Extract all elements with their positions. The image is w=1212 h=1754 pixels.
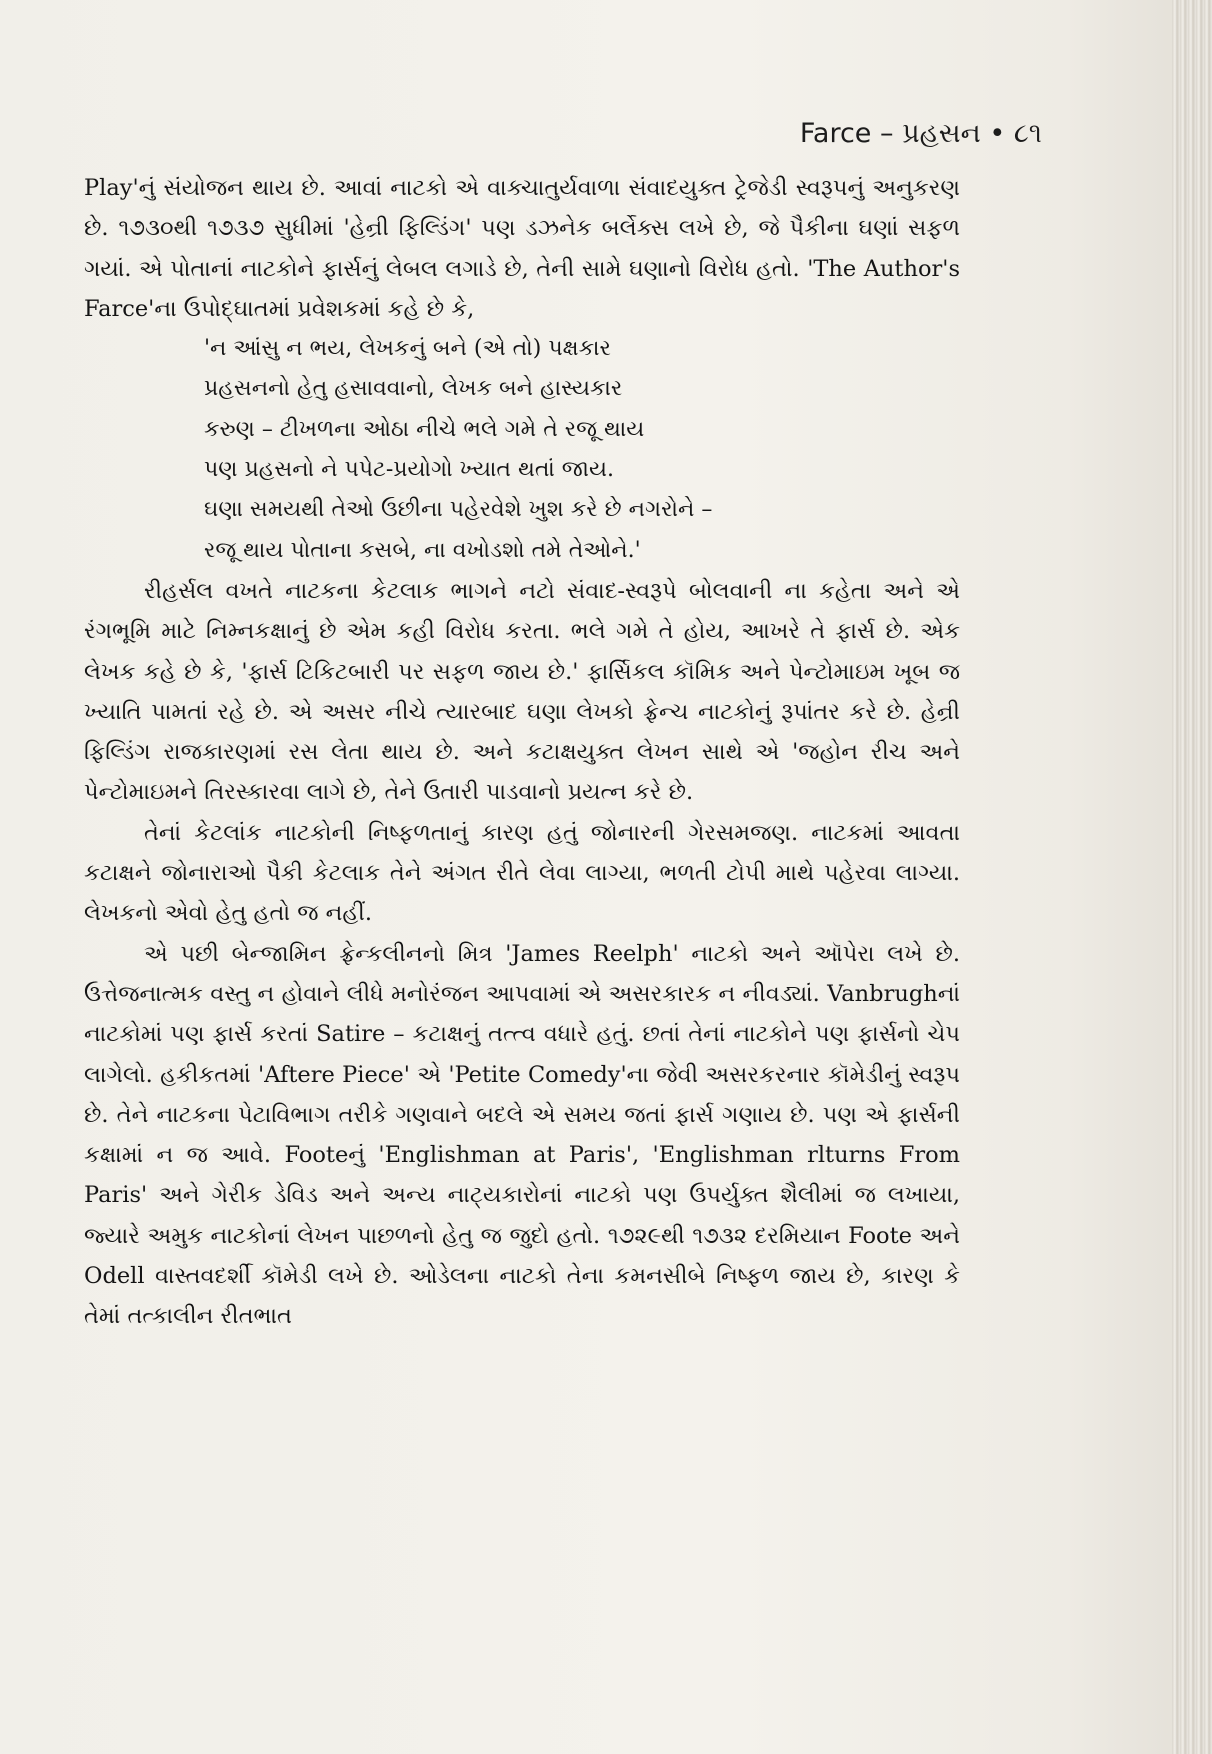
body-text	[84, 168, 960, 1337]
verse-line: રજૂ થાય પોતાના કસબે, ના વખોડશો તમે તેઓને.'	[204, 537, 641, 563]
running-title: Farce – પ્રહસન	[799, 118, 981, 149]
running-header	[800, 118, 1042, 150]
page-number: ૮૧	[1013, 118, 1042, 149]
paragraph-1: Play'નું સંયોજન થાય છે. આવાં નાટકો એ વાક્ચાતુર્યવાળા સંવાદયુક્ત ટ્રેજેડી સ્વરૂપનું અનુકરણ છે. ૧૭૩૦થી ૧૭૩૭ સુધીમાં 'હેન્રી ફિલ્ડિંગ' પણ ડઝનેક બર્લેક્સ લખે છે, જે પૈકીના ઘણાં સફળ ગયાં. એ પોતાનાં નાટકોને ફાર્સનું લેબલ લગાડે છે, તેની સામે ઘણાનો વિરોધ હતો. 'The Author's Farce'ના ઉપોદ્ઘાતમાં પ્રવેશકમાં કહે છે કે,	[84, 175, 960, 322]
verse-line: 'ન આંસુ ન ભય, લેખકનું બને (એ તો) પક્ષકાર	[204, 336, 611, 362]
page-stack-edge	[1172, 0, 1212, 1754]
paragraph-3: તેનાં કેટલાંક નાટકોની નિષ્ફળતાનું કારણ હતું જોનારની ગેરસમજણ. નાટકમાં આવતા કટાક્ષને જોનારાઓ પૈકી કેટલાક તેને અંગત રીતે લેવા લાગ્યા, ભળતી ટોપી માથે પહેરવા લાગ્યા. લેખકનો એવો હેતુ હતો જ નહીં.	[84, 819, 960, 927]
verse-line: કરુણ – ટીખળના ઓઠા નીચે ભલે ગમે તે રજૂ થાય	[204, 416, 645, 442]
verse-line: ઘણા સમયથી તેઓ ઉછીના પહેરવેશે ખુશ કરે છે નગરોને –	[204, 497, 713, 523]
paragraph-4: એ પછી બેન્જામિન ફ્રેન્કલીનનો મિત્ર 'James Reelph' નાટકો અને ઑપેરા લખે છે. ઉત્તેજનાત્મક વસ્તુ ન હોવાને લીધે મનોરંજન આપવામાં એ અસરકારક ન નીવડ્યાં. Vanbrughનાં નાટકોમાં પણ ફાર્સ કરતાં Satire – કટાક્ષનું તત્ત્વ વધારે હતું. છતાં તેનાં નાટકોને પણ ફાર્સનો ચેપ લાગેલો. હકીકતમાં 'Aftere Piece' એ 'Petite Comedy'ના જેવી અસરકરનાર કૉમેડીનું સ્વરૂપ છે. તેને નાટકના પેટાવિભાગ તરીકે ગણવાને બદલે એ સમય જતાં ફાર્સ ગણાય છે. પણ એ ફાર્સની કક્ષામાં ન જ આવે. Footeનું 'Englishman at Paris', 'Englishman rlturns From Paris' અને ગેરીક ડેવિડ અને અન્ય નાટ્યકારોનાં નાટકો પણ ઉપર્યુક્ત શૈલીમાં જ લખાયા, જ્યારે અમુક નાટકોનાં લેખન પાછળનો હેતુ જ જુદો હતો. ૧૭૨૯થી ૧૭૩૨ દરમિયાન Foote અને Odell વાસ્તવદર્શી કૉમેડી લખે છે. ઓડેલના નાટકો તેના કમનસીબે નિષ્ફળ જાય છે, કારણ કે તેમાં તત્કાલીન રીતભાત	[84, 940, 960, 1330]
paragraph-2: રીહર્સલ વખતે નાટકના કેટલાક ભાગને નટો સંવાદ-સ્વરૂપે બોલવાની ના કહેતા અને એ રંગભૂમિ માટે નિમ્નકક્ષાનું છે એમ કહી વિરોધ કરતા. ભલે ગમે તે હોય, આખરે તે ફાર્સ છે. એક લેખક કહે છે કે, 'ફાર્સ ટિકિટબારી પર સફળ જાય છે.' ફાર્સિકલ કૉમિક અને પેન્ટોમાઇમ ખૂબ જ ખ્યાતિ પામતાં રહે છે. એ અસર નીચે ત્યારબાદ ઘણા લેખકો ફ્રેન્ચ નાટકોનું રૂપાંતર કરે છે. હેન્રી ફિલ્ડિંગ રાજકારણમાં રસ લેતા થાય છે. અને કટાક્ષયુક્ત લેખન સાથે એ 'જહોન રીચ અને પેન્ટોમાઇમને તિરસ્કારવા લાગે છે, તેને ઉતારી પાડવાનો પ્રયત્ન કરે છે.	[84, 577, 960, 806]
verse-line: પણ પ્રહસનો ને પપેટ-પ્રયોગો ખ્યાત થતાં જાય.	[204, 457, 614, 483]
verse-line: પ્રહસનનો હેતુ હસાવવાનો, લેખક બને હાસ્યકાર	[204, 376, 623, 402]
verse-block	[204, 329, 960, 571]
header-separator: •	[989, 118, 1006, 149]
